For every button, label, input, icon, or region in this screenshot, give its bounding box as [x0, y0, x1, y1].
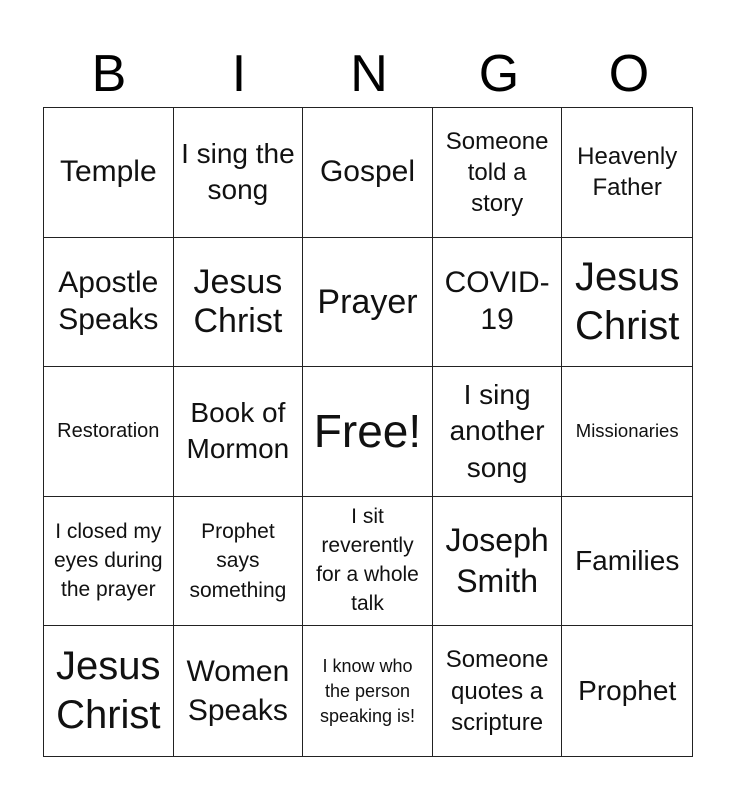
bingo-cell-heavenly-father[interactable] — [562, 108, 692, 238]
bingo-cell-i-closed-my-eyes[interactable] — [44, 497, 174, 627]
bingo-cell-jesus-christ[interactable] — [174, 238, 304, 368]
header-letter-n: N — [350, 45, 388, 103]
bingo-cell-someone-told-a-story[interactable] — [433, 108, 563, 238]
cell-label: Someone quotes a scripture — [445, 646, 549, 736]
cell-label: Missionaries — [575, 420, 679, 442]
cell-label: I know who the person speaking is! — [319, 655, 416, 726]
bingo-cell-temple[interactable] — [44, 108, 174, 238]
bingo-cell-i-sing-another-song[interactable] — [433, 367, 563, 497]
bingo-cell-apostle-speaks[interactable] — [44, 238, 174, 368]
cell-label: Apostle Speaks — [58, 266, 159, 336]
bingo-cell-prophet-says-something[interactable] — [174, 497, 304, 627]
bingo-cell-restoration[interactable] — [44, 367, 174, 497]
cell-label: I sit reverently for a whole talk — [316, 505, 419, 616]
bingo-cell-book-of-mormon[interactable] — [174, 367, 304, 497]
bingo-cell-missionaries[interactable] — [562, 367, 692, 497]
cell-label: Someone told a story — [445, 127, 549, 217]
cell-label: I sing the song — [181, 137, 295, 206]
bingo-cell-jesus-christ-3[interactable] — [44, 626, 174, 756]
bingo-cell-prayer[interactable] — [303, 238, 433, 368]
cell-label: Joseph Smith — [445, 521, 549, 600]
cell-label: Women Speaks — [186, 655, 290, 728]
bingo-cell-gospel[interactable] — [303, 108, 433, 238]
cell-label: Restoration — [57, 419, 160, 442]
cell-label: Prayer — [317, 282, 418, 321]
cell-label: I closed my eyes during the prayer — [54, 519, 163, 601]
bingo-board — [43, 107, 693, 757]
cell-label: Jesus Christ — [574, 255, 680, 348]
cell-label: Heavenly Father — [577, 143, 678, 202]
bingo-cell-prophet[interactable] — [562, 626, 692, 756]
bingo-cell-covid-19[interactable] — [433, 238, 563, 368]
bingo-cell-i-sing-the-song[interactable] — [174, 108, 304, 238]
cell-label: Families — [575, 544, 680, 576]
header-letter-i: I — [231, 45, 247, 103]
cell-label: COVID-19 — [444, 266, 550, 336]
bingo-cell-i-know-who-the-person-speaking-is[interactable] — [303, 626, 433, 756]
cell-label: Jesus Christ — [56, 644, 161, 738]
bingo-cell-i-sit-reverently[interactable] — [303, 497, 433, 627]
header-letter-g: G — [478, 45, 520, 103]
bingo-cell-joseph-smith[interactable] — [433, 497, 563, 627]
cell-label: Temple — [59, 155, 157, 188]
cell-label: Jesus Christ — [193, 263, 283, 340]
cell-label: Prophet — [578, 675, 677, 706]
bingo-cell-families[interactable] — [562, 497, 692, 627]
cell-label: Prophet says something — [189, 520, 287, 602]
bingo-cell-someone-quotes-a-scripture[interactable] — [433, 626, 563, 756]
bingo-cell-free[interactable] — [303, 367, 433, 497]
bingo-cell-jesus-christ-2[interactable] — [562, 238, 692, 368]
header-letter-o: O — [608, 45, 650, 103]
cell-label: Book of Mormon — [186, 397, 290, 465]
cell-label: Gospel — [319, 155, 416, 188]
bingo-header — [44, 40, 694, 108]
header-letter-b: B — [91, 45, 127, 103]
cell-label: Free! — [313, 404, 422, 457]
bingo-cell-women-speaks[interactable] — [174, 626, 304, 756]
cell-label: I sing another song — [449, 378, 545, 483]
